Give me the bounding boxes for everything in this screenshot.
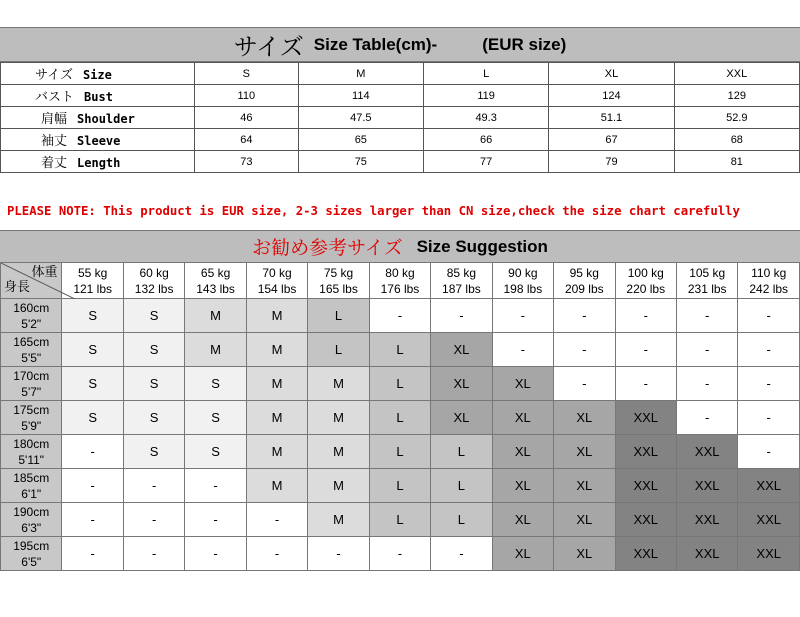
size-suggestion-cell: - xyxy=(369,299,430,333)
title-eur: (EUR size) xyxy=(482,34,567,54)
size-cell: 47.5 xyxy=(298,107,423,129)
size-suggestion-cell: S xyxy=(185,435,246,469)
size-suggestion-cell: M xyxy=(246,333,307,367)
height-header xyxy=(1,333,62,367)
size-cell: 79 xyxy=(549,151,674,173)
size-suggestion-cell: XL xyxy=(554,469,615,503)
size-suggestion-cell: - xyxy=(62,469,123,503)
height-ft: 5'11" xyxy=(18,452,45,467)
size-suggestion-cell: - xyxy=(615,367,676,401)
size-cell: XL xyxy=(549,63,674,85)
size-suggestion-cell: - xyxy=(185,537,246,571)
weight-kg: 110 kg xyxy=(751,265,787,280)
height-ft: 6'3" xyxy=(21,520,42,535)
size-suggestion-cell: - xyxy=(62,435,123,469)
size-suggestion-cell: XL xyxy=(492,469,553,503)
size-cell: 52.9 xyxy=(674,107,799,129)
size-suggestion-cell: S xyxy=(185,367,246,401)
weight-header xyxy=(615,263,676,299)
size-suggestion-cell: XL xyxy=(492,435,553,469)
size-suggestion-cell: XL xyxy=(492,537,553,571)
size-suggestion-cell: M xyxy=(185,333,246,367)
weight-lbs: 242 lbs xyxy=(749,281,789,296)
weight-header xyxy=(369,263,430,299)
size-cell: 114 xyxy=(298,85,423,107)
height-cm: 195cm xyxy=(13,538,50,553)
size-suggestion-cell: - xyxy=(123,469,184,503)
size-suggestion-cell: XXL xyxy=(615,435,676,469)
size-suggestion-cell: S xyxy=(62,367,123,401)
size-row-label-en: Length xyxy=(77,156,121,170)
corner-height-label: 身長 xyxy=(4,280,31,295)
size-suggestion-cell: XL xyxy=(431,367,492,401)
height-cm: 180cm xyxy=(13,436,50,451)
size-suggestion-cell: - xyxy=(738,367,800,401)
size-suggestion-cell: - xyxy=(676,367,737,401)
suggestion-row xyxy=(1,367,800,401)
size-suggestion-cell: L xyxy=(431,469,492,503)
size-suggestion-cell: - xyxy=(738,299,800,333)
size-cell: L xyxy=(423,63,548,85)
size-suggestion-cell: - xyxy=(308,537,369,571)
size-cell: 68 xyxy=(674,129,799,151)
size-suggestion-cell: XL xyxy=(554,401,615,435)
suggestion-title-jp: お勧め参考サイズ xyxy=(252,237,403,259)
suggestion-row xyxy=(1,503,800,537)
size-suggestion-cell: M xyxy=(308,435,369,469)
size-row-label-jp: サイズ xyxy=(35,68,73,83)
size-cell: 77 xyxy=(423,151,548,173)
weight-lbs: 220 lbs xyxy=(626,281,666,296)
size-suggestion-cell: - xyxy=(738,435,800,469)
weight-kg: 105 kg xyxy=(689,265,726,280)
suggestion-row xyxy=(1,401,800,435)
size-suggestion-cell: S xyxy=(62,299,123,333)
size-suggestion-cell: - xyxy=(676,333,737,367)
size-suggestion-cell: - xyxy=(246,503,307,537)
size-row-label xyxy=(1,85,195,107)
size-suggestion-cell: M xyxy=(308,469,369,503)
height-header xyxy=(1,537,62,571)
weight-header xyxy=(185,263,246,299)
size-suggestion-cell: S xyxy=(123,299,184,333)
size-table xyxy=(0,62,800,173)
size-suggestion-cell: L xyxy=(308,299,369,333)
weight-kg: 100 kg xyxy=(627,265,664,280)
size-suggestion-cell: M xyxy=(308,503,369,537)
size-suggestion-title xyxy=(0,230,800,262)
size-suggestion-cell: S xyxy=(62,333,123,367)
weight-kg: 90 kg xyxy=(508,265,538,280)
size-suggestion-cell: S xyxy=(123,333,184,367)
weight-header xyxy=(492,263,553,299)
size-suggestion-cell: L xyxy=(431,503,492,537)
size-suggestion-cell: - xyxy=(615,333,676,367)
size-suggestion-cell: L xyxy=(431,435,492,469)
size-row-label xyxy=(1,129,195,151)
size-cell: 66 xyxy=(423,129,548,151)
size-suggestion-cell: XL xyxy=(492,401,553,435)
suggestion-title-en: Size Suggestion xyxy=(416,236,548,256)
size-row-label-jp: 着丈 xyxy=(41,156,68,171)
weight-kg: 95 kg xyxy=(569,265,599,280)
weight-lbs: 143 lbs xyxy=(196,281,235,296)
size-suggestion-cell: XXL xyxy=(676,435,737,469)
size-row-label-en: Size xyxy=(82,68,112,82)
size-row-label xyxy=(1,151,195,173)
size-suggestion-cell: XL xyxy=(554,503,615,537)
size-cell: M xyxy=(298,63,423,85)
weight-lbs: 209 lbs xyxy=(564,281,604,296)
weight-header xyxy=(554,263,615,299)
weight-header xyxy=(308,263,369,299)
size-table-row xyxy=(1,107,800,129)
height-cm: 185cm xyxy=(13,470,50,485)
size-cell: 81 xyxy=(674,151,799,173)
weight-lbs: 231 lbs xyxy=(687,281,727,296)
weight-kg: 60 kg xyxy=(139,265,169,280)
size-suggestion-cell: XL xyxy=(431,401,492,435)
size-table-row xyxy=(1,63,800,85)
size-suggestion-cell: S xyxy=(123,435,184,469)
size-suggestion-cell: L xyxy=(308,333,369,367)
size-suggestion-cell: M xyxy=(246,435,307,469)
size-suggestion-cell: S xyxy=(123,367,184,401)
size-cell: 64 xyxy=(195,129,299,151)
weight-header xyxy=(431,263,492,299)
size-cell: 73 xyxy=(195,151,299,173)
size-suggestion-cell: - xyxy=(554,299,615,333)
size-suggestion-cell: XXL xyxy=(738,537,800,571)
size-suggestion-cell: - xyxy=(123,503,184,537)
weight-lbs: 154 lbs xyxy=(257,281,297,296)
size-suggestion-cell: - xyxy=(676,401,737,435)
height-header xyxy=(1,435,62,469)
size-suggestion-cell: XXL xyxy=(738,469,800,503)
size-suggestion-cell: - xyxy=(615,299,676,333)
size-cell: 110 xyxy=(195,85,299,107)
size-row-label-en: Shoulder xyxy=(77,112,135,126)
weight-kg: 85 kg xyxy=(446,265,477,280)
size-suggestion-cell: - xyxy=(554,367,615,401)
size-suggestion-cell: - xyxy=(431,299,492,333)
suggestion-row xyxy=(1,333,800,367)
size-table-row xyxy=(1,85,800,107)
weight-lbs: 198 lbs xyxy=(503,281,543,296)
size-table-row xyxy=(1,129,800,151)
size-cell: S xyxy=(195,63,299,85)
weight-header xyxy=(123,263,184,299)
corner-weight-label: 体重 xyxy=(31,265,58,280)
size-suggestion-cell: - xyxy=(554,333,615,367)
size-row-label xyxy=(1,63,195,85)
height-ft: 5'9" xyxy=(21,418,42,433)
height-ft: 5'7" xyxy=(21,384,42,399)
height-cm: 170cm xyxy=(13,368,50,383)
size-suggestion-cell: XL xyxy=(492,503,553,537)
size-suggestion-cell: - xyxy=(738,401,800,435)
size-suggestion-cell: M xyxy=(246,299,307,333)
title-jp: サイズ xyxy=(233,33,304,61)
size-suggestion-cell: - xyxy=(492,299,553,333)
size-suggestion-cell: XXL xyxy=(615,401,676,435)
weight-kg: 75 kg xyxy=(323,265,354,280)
size-cell: 119 xyxy=(423,85,548,107)
size-suggestion-cell: XXL xyxy=(676,503,737,537)
weight-lbs: 121 lbs xyxy=(73,281,113,296)
height-header xyxy=(1,503,62,537)
size-suggestion-cell: - xyxy=(62,537,123,571)
height-ft: 6'1" xyxy=(21,486,42,501)
suggestion-row xyxy=(1,435,800,469)
size-suggestion-table xyxy=(0,262,800,571)
size-cell: XXL xyxy=(674,63,799,85)
size-cell: 65 xyxy=(298,129,423,151)
size-suggestion-cell: L xyxy=(369,333,430,367)
size-cell: 49.3 xyxy=(423,107,548,129)
weight-header xyxy=(738,263,800,299)
height-header xyxy=(1,469,62,503)
height-header xyxy=(1,401,62,435)
size-suggestion-cell: XXL xyxy=(615,537,676,571)
size-suggestion-cell: - xyxy=(123,537,184,571)
size-suggestion-cell: - xyxy=(246,537,307,571)
height-ft: 6'5" xyxy=(21,554,42,569)
size-suggestion-cell: M xyxy=(246,401,307,435)
weight-kg: 55 kg xyxy=(78,265,108,280)
size-suggestion-cell: S xyxy=(62,401,123,435)
size-suggestion-cell: L xyxy=(369,367,430,401)
size-suggestion-cell: XL xyxy=(492,367,553,401)
size-row-label-jp: 肩幅 xyxy=(41,112,68,127)
size-suggestion-cell: XL xyxy=(554,537,615,571)
height-ft: 5'2" xyxy=(21,316,42,331)
size-cell: 51.1 xyxy=(549,107,674,129)
size-table-row xyxy=(1,151,800,173)
size-suggestion-cell: L xyxy=(369,503,430,537)
size-suggestion-cell: - xyxy=(185,469,246,503)
size-suggestion-cell: XXL xyxy=(615,469,676,503)
weight-kg: 80 kg xyxy=(385,265,415,280)
weight-lbs: 165 lbs xyxy=(319,281,358,296)
size-suggestion-cell: XL xyxy=(554,435,615,469)
size-row-label xyxy=(1,107,195,129)
title-en: Size Table(cm)- xyxy=(313,34,438,54)
size-suggestion-cell: M xyxy=(185,299,246,333)
size-row-label-jp: 袖丈 xyxy=(41,134,68,149)
size-suggestion-cell: - xyxy=(62,503,123,537)
size-suggestion-cell: S xyxy=(123,401,184,435)
size-suggestion-cell: M xyxy=(246,367,307,401)
height-header xyxy=(1,367,62,401)
size-row-label-en: Sleeve xyxy=(77,134,121,148)
weight-kg: 65 kg xyxy=(200,265,231,280)
size-suggestion-cell: - xyxy=(738,333,800,367)
size-suggestion-cell: - xyxy=(431,537,492,571)
size-suggestion-cell: - xyxy=(185,503,246,537)
height-cm: 175cm xyxy=(13,402,50,417)
weight-header xyxy=(246,263,307,299)
suggestion-row xyxy=(1,299,800,333)
weight-lbs: 176 lbs xyxy=(380,281,420,296)
weight-lbs: 187 lbs xyxy=(442,281,481,296)
size-suggestion-cell: S xyxy=(185,401,246,435)
size-note: PLEASE NOTE: This product is EUR size, 2-3 sizes larger than CN size,check the size chart carefully xyxy=(7,204,740,218)
size-cell: 67 xyxy=(549,129,674,151)
size-cell: 129 xyxy=(674,85,799,107)
size-suggestion-cell: M xyxy=(308,401,369,435)
size-suggestion-cell: XXL xyxy=(676,469,737,503)
size-cell: 124 xyxy=(549,85,674,107)
size-suggestion-cell: L xyxy=(369,435,430,469)
height-cm: 165cm xyxy=(13,334,50,349)
size-suggestion-cell: M xyxy=(246,469,307,503)
weight-kg: 70 kg xyxy=(262,265,292,280)
weight-header xyxy=(676,263,737,299)
height-ft: 5'5" xyxy=(21,350,42,365)
size-suggestion-cell: L xyxy=(369,469,430,503)
height-cm: 160cm xyxy=(13,300,50,315)
height-cm: 190cm xyxy=(13,504,50,519)
size-suggestion-cell: XXL xyxy=(676,537,737,571)
size-suggestion-cell: L xyxy=(369,401,430,435)
suggestion-row xyxy=(1,537,800,571)
size-suggestion-cell: - xyxy=(369,537,430,571)
size-cell: 75 xyxy=(298,151,423,173)
size-suggestion-cell: - xyxy=(492,333,553,367)
suggestion-row xyxy=(1,469,800,503)
size-suggestion-cell: XXL xyxy=(738,503,800,537)
size-cell: 46 xyxy=(195,107,299,129)
table-corner xyxy=(1,263,62,299)
size-table-title xyxy=(0,27,800,62)
size-row-label-en: Bust xyxy=(84,90,113,104)
size-suggestion-cell: - xyxy=(676,299,737,333)
size-suggestion-cell: XXL xyxy=(615,503,676,537)
size-row-label-jp: バスト xyxy=(35,90,75,105)
height-header xyxy=(1,299,62,333)
size-suggestion-cell: M xyxy=(308,367,369,401)
size-suggestion-cell: XL xyxy=(431,333,492,367)
weight-lbs: 132 lbs xyxy=(134,281,174,296)
